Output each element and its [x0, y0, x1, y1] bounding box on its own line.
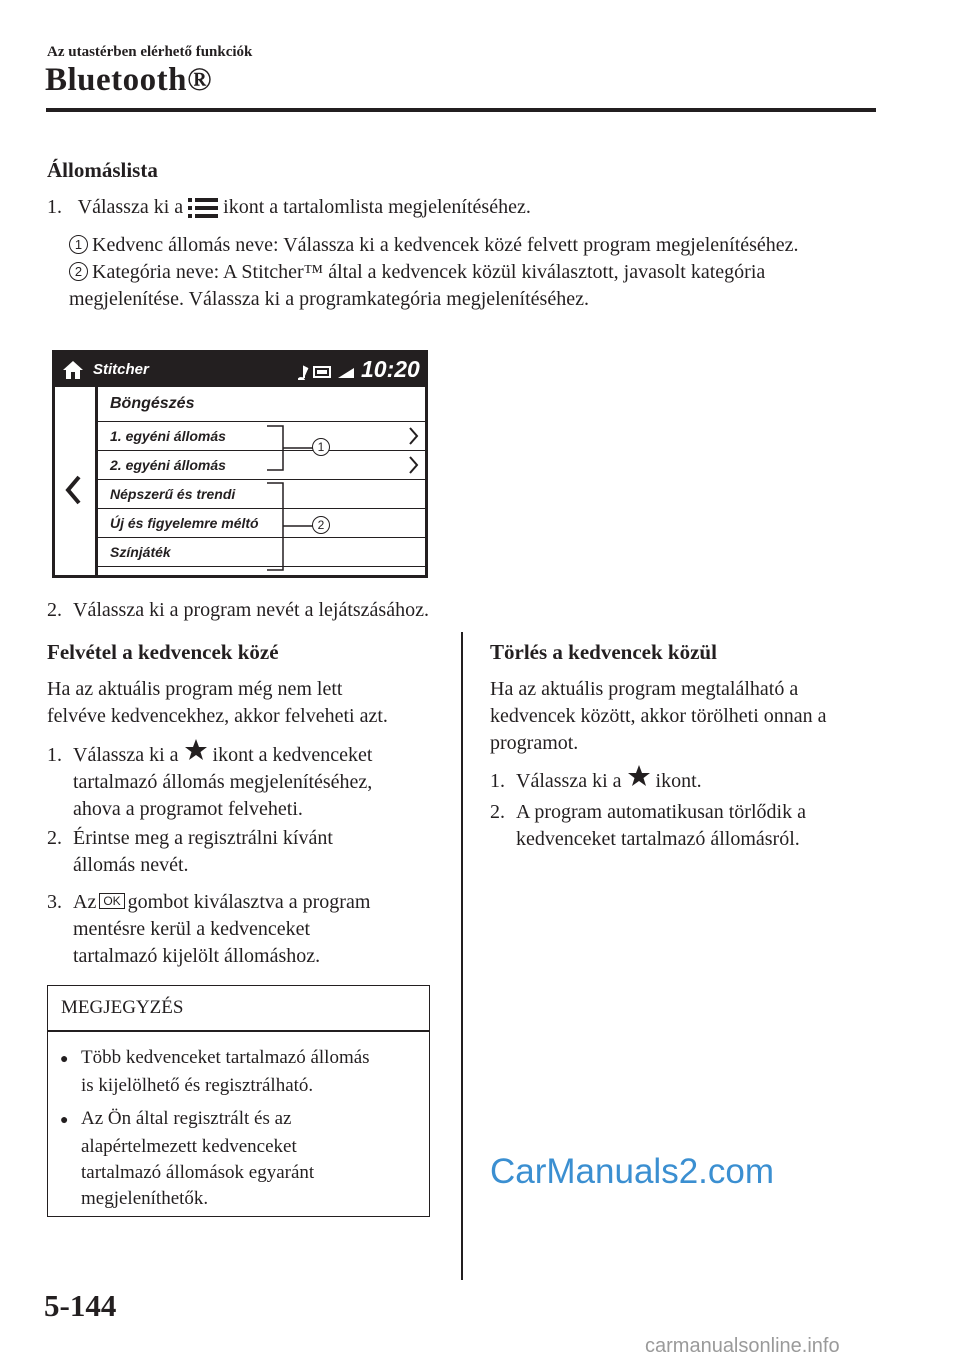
footer-watermark: carmanualsonline.info [645, 1335, 840, 1357]
step-text: ikont a tartalomlista megjelenítéséhez. [223, 196, 531, 218]
remove-step-1: 1. Válassza ki a ikont. [490, 764, 702, 795]
chevron-right-icon [409, 456, 419, 474]
step-2 [47, 597, 429, 624]
callout-number: 1 [69, 235, 88, 254]
remove-favorite-heading: Törlés a kedvencek közül [490, 640, 717, 664]
column-divider [461, 632, 463, 1280]
star-icon [184, 738, 208, 762]
ok-button-icon: OK [99, 893, 124, 909]
screen-callout-2: 2 [312, 516, 330, 534]
back-arrow-icon[interactable] [64, 475, 82, 505]
home-icon[interactable] [62, 360, 84, 380]
step-text: Válassza ki a [77, 196, 184, 218]
list-title: Böngészés [110, 395, 195, 412]
remove-favorite-intro: Ha az aktuális program megtalálható a kedvencek között, akkor törölheti onnan a programot. [490, 678, 827, 754]
add-step-3: 3. Az OK gombot kiválasztva a program mentésre kerül a kedvenceket tartalmazó kijelölt állomáshoz. [47, 891, 371, 967]
step-number: 2. [47, 599, 62, 621]
add-step-2: 2. Érintse meg a regisztrálni kívánt állomás nevét. [47, 827, 333, 876]
list-title-row [98, 387, 425, 422]
screen-top-bar [55, 353, 425, 387]
callout-1-desc [69, 232, 889, 259]
step-1 [47, 194, 531, 221]
page-title: Bluetooth® [45, 62, 213, 98]
list-item-label: Színjáték [110, 544, 171, 560]
screen-back-panel [55, 387, 98, 575]
list-item-label: Népszerű és trendi [110, 486, 236, 502]
note-box [47, 985, 430, 1217]
chevron-right-icon [409, 427, 419, 445]
callout-text: megjelenítése. Válassza ki a programkategória megjelenítéséhez. [69, 288, 589, 310]
screen-callout-1: 1 [312, 438, 330, 456]
status-icons [298, 364, 360, 380]
add-favorite-heading: Felvétel a kedvencek közé [47, 640, 279, 664]
section-subtitle: Az utastérben elérhető funkciók [47, 44, 253, 60]
callout-text: Kedvenc állomás neve: Válassza ki a kedvencek közé felvett program megjelenítéséhez. [92, 234, 799, 256]
remove-step-2: 2. A program automatikusan törlődik a kedvenceket tartalmazó állomásról. [490, 801, 806, 850]
note-divider [48, 1030, 429, 1032]
station-list-heading: Állomáslista [47, 158, 158, 182]
add-favorite-intro: Ha az aktuális program még nem lett felvéve kedvencekhez, akkor felveheti azt. [47, 678, 388, 727]
list-item-label: Új és figyelemre méltó [110, 515, 259, 531]
step-text: Válassza ki a program nevét a lejátszásához. [73, 599, 429, 621]
callout-2-desc [69, 259, 889, 313]
step-number: 1. [47, 196, 62, 218]
clock: 10:20 [361, 356, 420, 382]
stitcher-screen [52, 350, 428, 578]
watermark: CarManuals2.com [490, 1152, 774, 1191]
callout-number: 2 [69, 262, 88, 281]
note-title: MEGJEGYZÉS [61, 997, 184, 1018]
callout-text: Kategória neve: A Stitcher™ által a kedvencek közül kiválasztott, javasolt kategória [92, 261, 766, 283]
app-name: Stitcher [93, 361, 149, 378]
star-icon [627, 764, 651, 788]
list-item-label: 1. egyéni állomás [110, 428, 226, 444]
list-icon [188, 196, 218, 220]
page-number: 5-144 [44, 1288, 117, 1323]
list-item-label: 2. egyéni állomás [110, 457, 226, 473]
header-rule [46, 108, 876, 112]
add-step-1: 1. Válassza ki a ikont a kedvenceket tartalmazó állomás megjelenítéséhez, ahova a programot felveheti. [47, 738, 372, 823]
note-bullet-2: ● Az Ön által regisztrált és az alapértelmezett kedvenceket tartalmazó állomások egyaránt megjeleníthetők. [60, 1108, 315, 1209]
note-bullet-1: ● Több kedvenceket tartalmazó állomás is kijelölhető és regisztrálható. [60, 1047, 370, 1096]
